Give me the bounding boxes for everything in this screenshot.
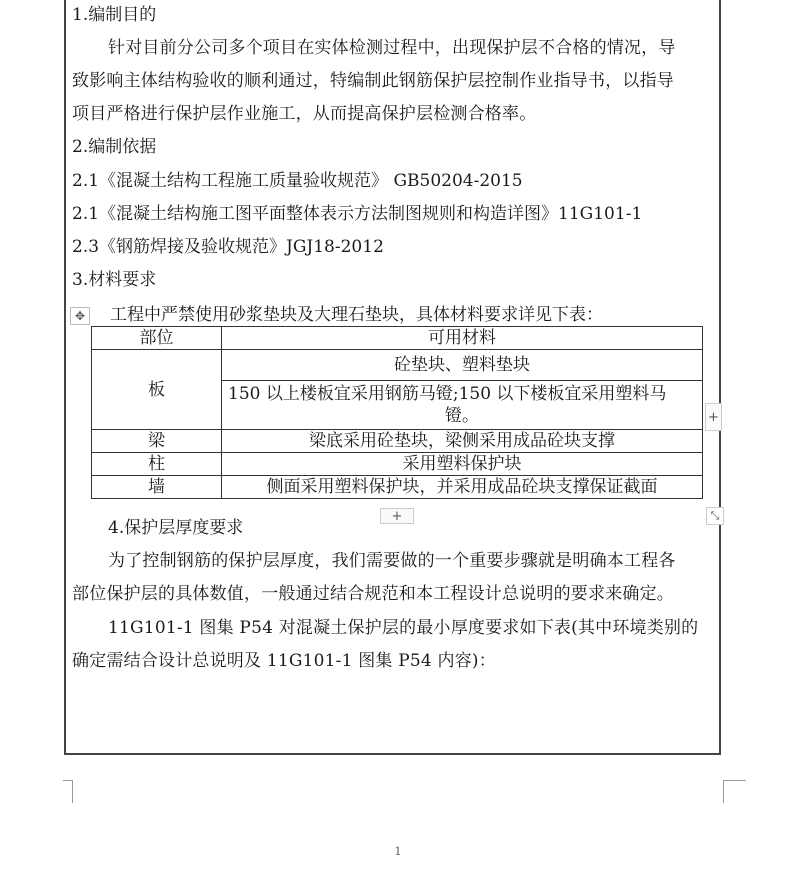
cell-column-material[interactable]: 采用塑料保护块 [222, 453, 703, 476]
header-materials[interactable]: 可用材料 [222, 327, 703, 350]
add-column-button[interactable]: + [705, 403, 722, 431]
page-corner-mark-left [63, 780, 73, 803]
table-row-slab-1 [92, 350, 703, 381]
table-row-column [92, 453, 703, 476]
section-4-paragraph-2-line-1: 11G101-1 图集 P54 对混凝土保护层的最小厚度要求如下表(其中环境类别的 [108, 618, 699, 638]
cell-slab-material-2[interactable] [222, 381, 703, 430]
cell-slab-material-2-line-1: 150 以上楼板宜采用钢筋马镫;150 以下楼板宜采用塑料马 [228, 384, 667, 404]
table-move-icon[interactable]: ✥ [70, 307, 90, 325]
section-1-paragraph-line-2: 致影响主体结构验收的顺利通过，特编制此钢筋保护层控制作业指导书，以指导 [72, 71, 674, 91]
add-row-button[interactable]: + [380, 508, 414, 524]
cell-beam-material[interactable]: 梁底采用砼垫块，梁侧采用成品砼块支撑 [222, 430, 703, 453]
section-3-heading: 3.材料要求 [72, 270, 157, 290]
cell-slab-label[interactable]: 板 [92, 350, 222, 430]
cell-slab-material-2-line-2: 镫。 [445, 406, 479, 426]
table-row-wall [92, 476, 703, 499]
cell-slab-material-1[interactable]: 砼垫块、塑料垫块 [222, 350, 703, 381]
materials-table [91, 326, 703, 499]
table-resize-icon[interactable]: ⤡ [706, 507, 724, 525]
section-1-heading: 1.编制目的 [72, 5, 157, 25]
table-row-beam [92, 430, 703, 453]
section-4-paragraph-2-line-2: 确定需结合设计总说明及 11G101-1 图集 P54 内容)： [72, 651, 496, 671]
section-1-paragraph-line-1: 针对目前分公司多个项目在实体检测过程中，出现保护层不合格的情况，导 [108, 38, 676, 58]
header-part[interactable]: 部位 [92, 327, 222, 350]
cell-wall-material[interactable]: 侧面采用塑料保护块，并采用成品砼块支撑保证截面 [222, 476, 703, 499]
reference-item-2: 2.1《混凝土结构施工图平面整体表示方法制图规则和构造详图》11G101-1 [72, 204, 643, 224]
table-header-row [92, 327, 703, 350]
page-number: 1 [394, 845, 402, 858]
section-4-paragraph-1-line-1: 为了控制钢筋的保护层厚度，我们需要做的一个重要步骤就是明确本工程各 [108, 551, 676, 571]
cell-wall-label[interactable]: 墙 [92, 476, 222, 499]
cell-column-label[interactable]: 柱 [92, 453, 222, 476]
page-corner-mark-right [723, 780, 746, 803]
section-2-heading: 2.编制依据 [72, 137, 157, 157]
section-3-intro: 工程中严禁使用砂浆垫块及大理石垫块，具体材料要求详见下表： [110, 305, 603, 325]
section-4-heading: 4.保护层厚度要求 [108, 518, 244, 538]
section-1-paragraph-line-3: 项目严格进行保护层作业施工，从而提高保护层检测合格率。 [72, 104, 537, 124]
cell-beam-label[interactable]: 梁 [92, 430, 222, 453]
section-4-paragraph-1-line-2: 部位保护层的具体数值，一般通过结合规范和本工程设计总说明的要求来确定。 [72, 584, 674, 604]
reference-item-1: 2.1《混凝土结构工程施工质量验收规范》 GB50204-2015 [72, 171, 523, 191]
reference-item-3: 2.3《钢筋焊接及验收规范》JGJ18-2012 [72, 237, 384, 257]
